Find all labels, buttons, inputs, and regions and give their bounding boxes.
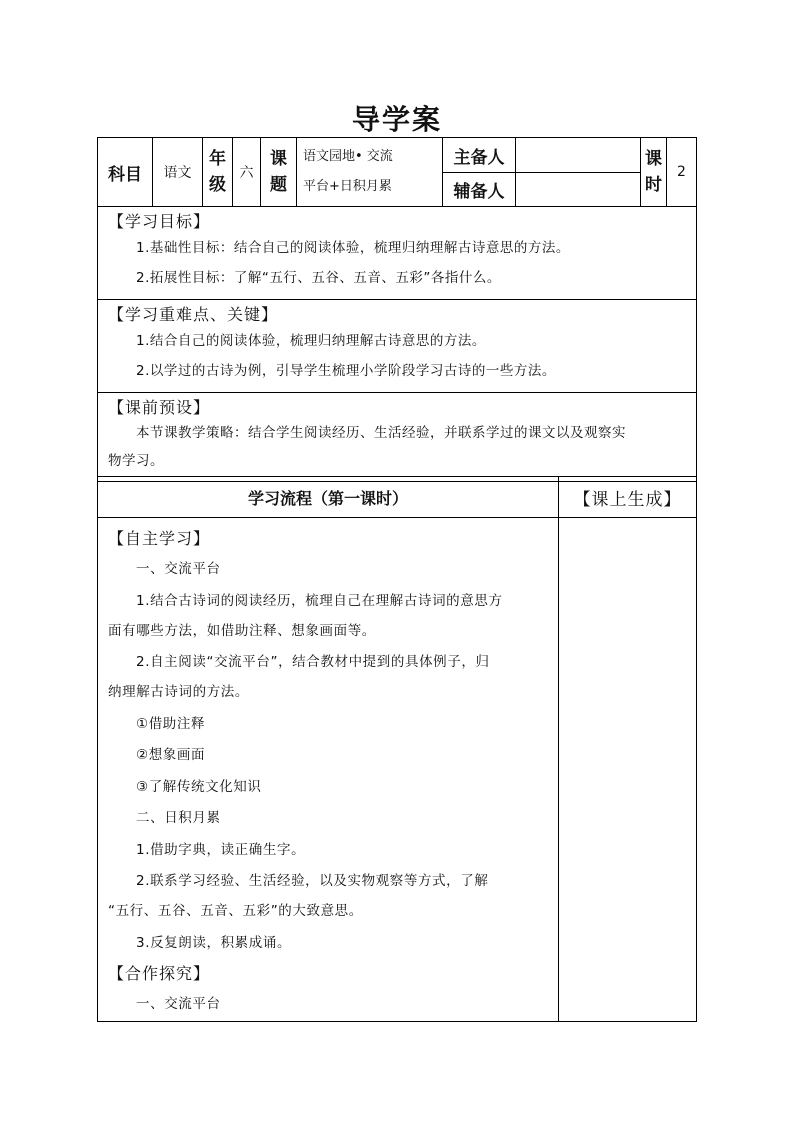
learning-flow-table (97, 476, 697, 1022)
keypoint-item: 2.以学过的古诗为例，引导学生梳理小学阶段学习古诗的一些方法。 (136, 363, 556, 379)
flow-line: 2.自主阅读“交流平台”，结合教材中提到的具体例子，归 (136, 654, 490, 670)
flow-content (98, 518, 559, 1022)
topic-label: 课 题 (261, 138, 297, 207)
flow-line: 3.反复朗读，积累成诵。 (136, 934, 292, 951)
flow-line: 面有哪些方法，如借助注释、想象画面等。 (108, 622, 376, 639)
flow-line: 一、交流平台 (136, 996, 221, 1012)
flow-line: 二、日积月累 (136, 810, 221, 826)
preclass-section (98, 393, 697, 482)
cooperative-inquiry-title: 【合作探究】 (108, 964, 211, 983)
objectives-title: 【学习目标】 (108, 212, 211, 231)
topic-value: 语文园地• 交流 平台+日积月累 (297, 138, 443, 207)
self-study-title: 【自主学习】 (108, 529, 211, 548)
flow-line: 1.借助字典，读正确生字。 (136, 841, 306, 858)
preclass-title: 【课前预设】 (108, 398, 211, 417)
flow-header: 学习流程（第一课时） (98, 477, 559, 518)
subject-label: 科目 (98, 138, 153, 207)
page-title: 导学案 (351, 103, 442, 136)
keypoints-title: 【学习重难点、关键】 (108, 305, 279, 324)
assist-preparer-label: 辅备人 (443, 173, 516, 207)
subject-value: 语文 (153, 138, 203, 207)
keypoint-item: 1.结合自己的阅读体验，梳理归纳理解古诗意思的方法。 (136, 333, 486, 349)
flow-line: 1.结合古诗词的阅读经历，梳理自己在理解古诗词的意思方 (136, 592, 503, 609)
period-label: 课 时 (641, 138, 667, 207)
keypoints-section (98, 300, 697, 393)
main-preparer-label: 主备人 (443, 138, 516, 173)
objective-item: 1.基础性目标：结合自己的阅读体验，梳理归纳理解古诗意思的方法。 (136, 240, 570, 256)
in-class-header: 【课上生成】 (559, 477, 697, 518)
flow-line: ①借助注释 (136, 715, 206, 732)
flow-line: 纳理解古诗词的方法。 (108, 684, 249, 700)
grade-value: 六 (233, 138, 261, 207)
flow-line: 一、交流平台 (136, 561, 221, 577)
preclass-line: 本节课教学策略：结合学生阅读经历、生活经验，并联系学过的课文以及观察实 (136, 425, 626, 441)
in-class-notes-cell[interactable] (559, 518, 697, 1022)
lesson-info-table (97, 137, 697, 482)
objective-item: 2.拓展性目标：了解“五行、五谷、五音、五彩”各指什么。 (136, 270, 501, 286)
period-value: 2 (667, 138, 697, 207)
assist-preparer-field[interactable] (516, 173, 641, 207)
flow-line: “五行、五谷、五音、五彩”的大致意思。 (108, 903, 363, 919)
preclass-line: 物学习。 (108, 453, 164, 469)
objectives-section (98, 207, 697, 300)
flow-line: ②想象画面 (136, 747, 206, 763)
main-preparer-field[interactable] (516, 138, 641, 173)
grade-label: 年 级 (203, 138, 233, 207)
flow-line: 2.联系学习经验、生活经验，以及实物观察等方式，了解 (136, 873, 489, 889)
flow-line: ③了解传统文化知识 (136, 778, 262, 795)
